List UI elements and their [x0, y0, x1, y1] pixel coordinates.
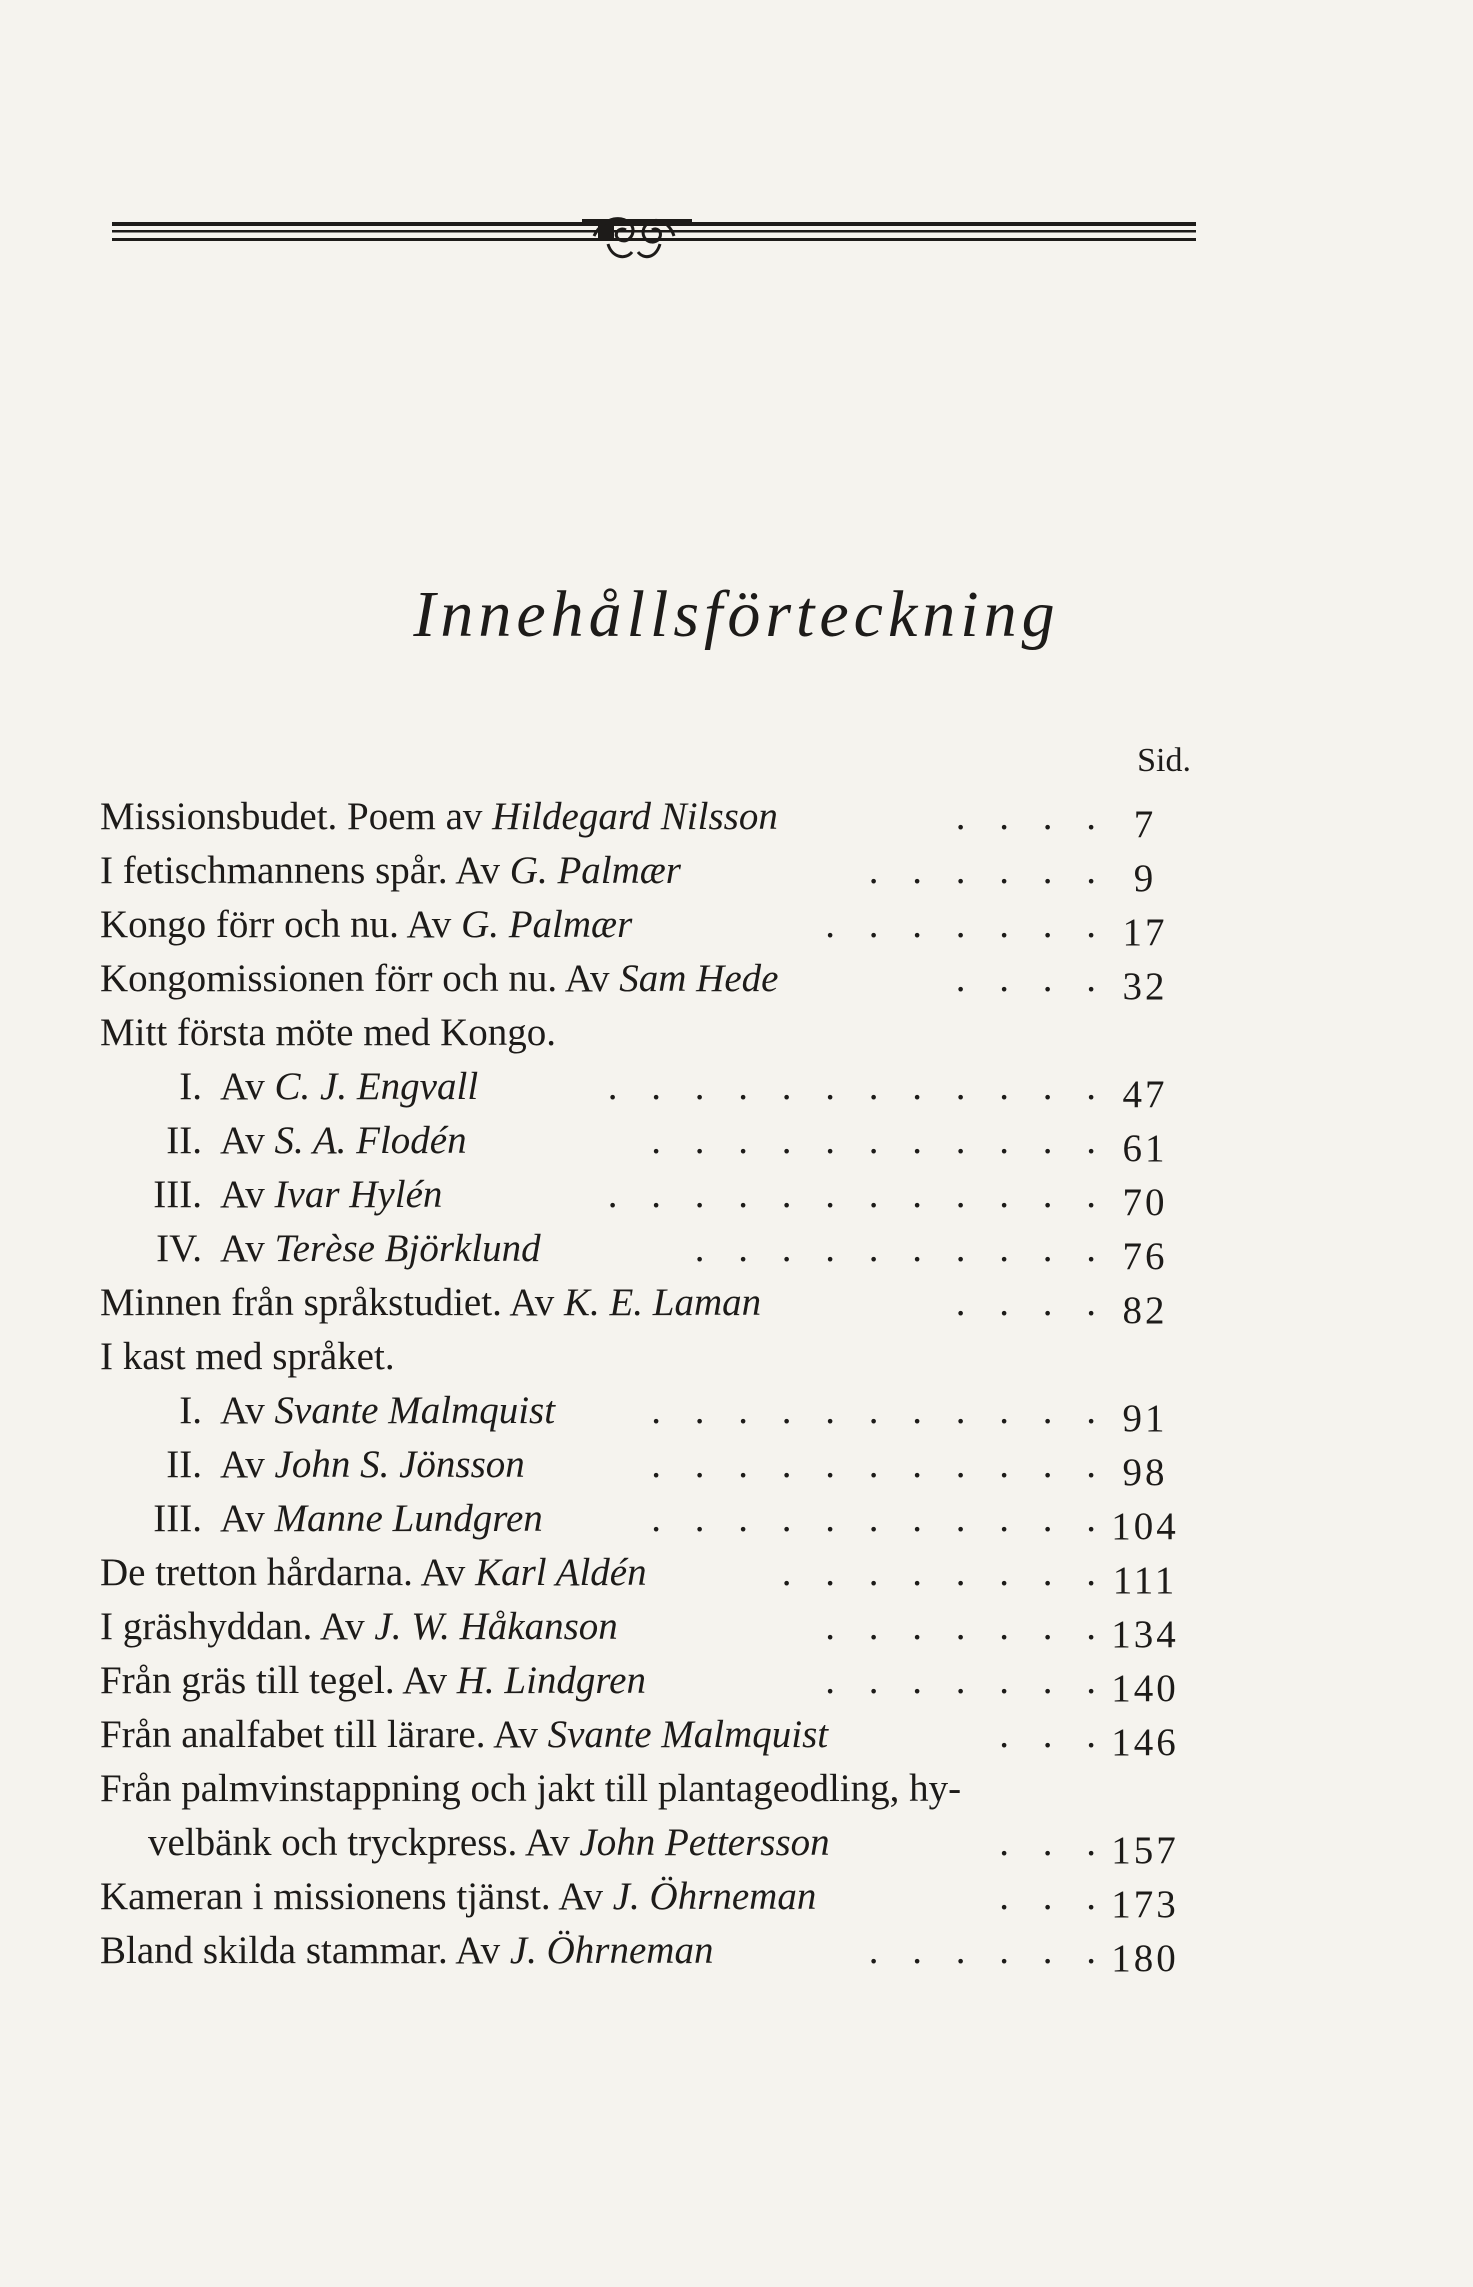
toc-entry-author: C. J. Engvall	[274, 1065, 479, 1108]
page-title: Innehållsförteckning	[413, 578, 1060, 651]
toc-entry	[100, 1330, 1190, 1384]
toc-leader-dots: . . . . . . .	[825, 1659, 1108, 1702]
toc-entry-text	[100, 844, 681, 898]
toc-entry-text	[100, 1168, 442, 1222]
toc-entry-author: Terèse Björklund	[274, 1227, 541, 1270]
toc-leader-dots: . . . . . . . . . . . .	[607, 1173, 1108, 1216]
toc-entry-text	[100, 1924, 713, 1978]
toc-entry-author: K. E. Laman	[563, 1281, 762, 1324]
toc-entry	[100, 1222, 1190, 1276]
toc-entry-title: De tretton hårdarna. Av	[100, 1551, 476, 1594]
toc-entry-author: Manne Lundgren	[274, 1497, 543, 1540]
toc-entry-text	[100, 1114, 467, 1168]
toc-page-number: 7	[1133, 803, 1157, 846]
toc-page-number: 32	[1122, 965, 1168, 1008]
toc-entry-author: J. Öhrneman	[612, 1875, 817, 1918]
toc-page-number: 70	[1122, 1181, 1168, 1224]
toc-entry-text	[100, 1762, 961, 1816]
toc-entry-title: Av	[220, 1497, 275, 1540]
toc-entry	[100, 1060, 1190, 1114]
toc-leader-dots: . . . . . . .	[825, 903, 1108, 946]
toc-page-number: 82	[1122, 1289, 1168, 1332]
toc-leader-dots: . . . . . .	[868, 849, 1108, 892]
toc-leader-dots: . . .	[999, 1875, 1108, 1918]
toc-entry-numeral: II.	[166, 1443, 202, 1486]
toc-entry-author: G. Palmær	[461, 903, 633, 946]
toc-entry-title: I fetischmannens spår. Av	[100, 849, 510, 892]
toc-entry	[100, 1438, 1190, 1492]
toc-entry-text	[100, 1330, 395, 1384]
toc-entry-numeral: II.	[166, 1119, 202, 1162]
toc-entry	[100, 1762, 1190, 1816]
toc-entry-text	[100, 1438, 525, 1492]
toc-entry-author: H. Lindgren	[456, 1659, 646, 1702]
toc-leader-dots: . . . . . . . . . . .	[651, 1443, 1108, 1486]
toc-entry-text	[100, 790, 778, 844]
toc-entry-title: Kameran i missionens tjänst. Av	[100, 1875, 613, 1918]
toc-leader-dots: . . . . . . . .	[781, 1551, 1108, 1594]
toc-entry-title: Missionsbudet. Poem av	[100, 795, 493, 838]
toc-leader-dots: . . . . . .	[868, 1929, 1108, 1972]
toc-entry-title: Av	[220, 1227, 275, 1270]
toc-entry-author: Ivar Hylén	[274, 1173, 443, 1216]
toc-leader-dots: . . .	[999, 1821, 1108, 1864]
toc-entry-text	[100, 1600, 618, 1654]
toc-entry-text	[100, 952, 778, 1006]
toc-entry-numeral: IV.	[156, 1227, 202, 1270]
toc-entry-text	[100, 898, 632, 952]
toc-entry	[100, 1168, 1190, 1222]
toc-leader-dots: . . . . . . . . . . .	[651, 1497, 1108, 1540]
toc-page-number: 104	[1111, 1505, 1179, 1548]
toc-page-number: 173	[1111, 1883, 1179, 1926]
toc-leader-dots: . . . . . . . . . .	[694, 1227, 1108, 1270]
toc-entry-author: Karl Aldén	[475, 1551, 647, 1594]
toc-page-number: 140	[1111, 1667, 1179, 1710]
toc-page-number: 47	[1122, 1073, 1168, 1116]
toc-page-number: 157	[1111, 1829, 1179, 1872]
toc-entry-text	[100, 1546, 647, 1600]
toc-entry-text	[100, 1060, 478, 1114]
toc-entry	[100, 1600, 1190, 1654]
toc-page-number: 9	[1133, 857, 1157, 900]
toc-entry	[100, 952, 1190, 1006]
toc-entry-title: Av	[220, 1389, 275, 1432]
toc-entry-title: Från gräs till tegel. Av	[100, 1659, 457, 1702]
toc-entry-title: Av	[220, 1443, 275, 1486]
page-column-header: Sid.	[1137, 742, 1191, 779]
toc-page-number: 17	[1122, 911, 1168, 954]
toc-entry-author: Hildegard Nilsson	[492, 795, 778, 838]
toc-entry	[100, 1546, 1190, 1600]
toc-entry-author: J. W. Håkanson	[374, 1605, 618, 1648]
toc-page-number: 61	[1122, 1127, 1168, 1170]
toc-entry	[100, 1006, 1190, 1060]
toc-entry-numeral: III.	[153, 1173, 202, 1216]
toc-entry-title: Minnen från språkstudiet. Av	[100, 1281, 564, 1324]
toc-entry-title: Av	[220, 1065, 275, 1108]
toc-entry-text	[100, 1870, 816, 1924]
toc-entry-title: Kongomissionen förr och nu. Av	[100, 957, 620, 1000]
toc-entry	[100, 1708, 1190, 1762]
toc-entry-title: Bland skilda stammar. Av	[100, 1929, 510, 1972]
toc-entry	[100, 1654, 1190, 1708]
toc-entry	[100, 1276, 1190, 1330]
toc-page-number: 180	[1111, 1937, 1179, 1980]
toc-leader-dots: . . .	[999, 1713, 1108, 1756]
toc-entry-author: Sam Hede	[619, 957, 779, 1000]
toc-page-number: 134	[1111, 1613, 1179, 1656]
toc-page-number: 111	[1112, 1559, 1178, 1602]
toc-entry-title: velbänk och tryckpress. Av	[148, 1821, 580, 1864]
toc-leader-dots: . . . . . . . . . . .	[651, 1389, 1108, 1432]
toc-entry-title: Mitt första möte med Kongo.	[100, 1011, 557, 1054]
toc-entry-text	[100, 1654, 646, 1708]
toc-entry	[100, 1492, 1190, 1546]
toc-entry-text	[100, 1708, 828, 1762]
toc-leader-dots: . . . .	[955, 1281, 1108, 1324]
toc-entry-author: John S. Jönsson	[274, 1443, 525, 1486]
toc-page-number: 76	[1122, 1235, 1168, 1278]
toc-entry-text	[100, 1816, 830, 1870]
toc-leader-dots: . . . . . . .	[825, 1605, 1108, 1648]
toc-entry-title: Kongo förr och nu. Av	[100, 903, 462, 946]
toc-entry-numeral: I.	[179, 1389, 202, 1432]
toc-entry	[100, 1924, 1190, 1978]
toc-entry-title: Från analfabet till lärare. Av	[100, 1713, 548, 1756]
toc-entry-numeral: I.	[179, 1065, 202, 1108]
toc-leader-dots: . . . .	[955, 795, 1108, 838]
toc-leader-dots: . . . . . . . . . . . .	[607, 1065, 1108, 1108]
toc-entry-author: Svante Malmquist	[547, 1713, 829, 1756]
toc-leader-dots: . . . .	[955, 957, 1108, 1000]
toc-entry	[100, 1870, 1190, 1924]
toc-page-number: 146	[1111, 1721, 1179, 1764]
toc-page-number: 91	[1122, 1397, 1168, 1440]
toc-entry	[100, 1384, 1190, 1438]
toc-entry-text	[100, 1384, 555, 1438]
toc-entry-author: S. A. Flodén	[274, 1119, 467, 1162]
toc-entry-title: I kast med språket.	[100, 1335, 395, 1378]
toc-entry-text	[100, 1222, 541, 1276]
toc-entry-title: Från palmvinstappning och jakt till plantageodling, hy-	[100, 1767, 962, 1810]
toc-entry-title: Av	[220, 1173, 275, 1216]
toc-entry-text	[100, 1276, 761, 1330]
toc-entry-text	[100, 1006, 556, 1060]
toc-page-number: 98	[1122, 1451, 1168, 1494]
toc-entry-author: John Pettersson	[579, 1821, 830, 1864]
toc-entry	[100, 844, 1190, 898]
toc-entry	[100, 790, 1190, 844]
ornamental-rule	[112, 214, 1196, 264]
toc-entry-title: I gräshyddan. Av	[100, 1605, 375, 1648]
toc-leader-dots: . . . . . . . . . . .	[651, 1119, 1108, 1162]
toc-entry-author: J. Öhrneman	[509, 1929, 714, 1972]
toc-entry-author: Svante Malmquist	[274, 1389, 556, 1432]
toc-entry	[100, 898, 1190, 952]
toc-entry-author: G. Palmær	[509, 849, 681, 892]
toc-entry	[100, 1816, 1190, 1870]
toc-entry-title: Av	[220, 1119, 275, 1162]
toc-entry	[100, 1114, 1190, 1168]
table-of-contents	[100, 790, 1190, 1978]
toc-entry-text	[100, 1492, 543, 1546]
toc-entry-numeral: III.	[153, 1497, 202, 1540]
